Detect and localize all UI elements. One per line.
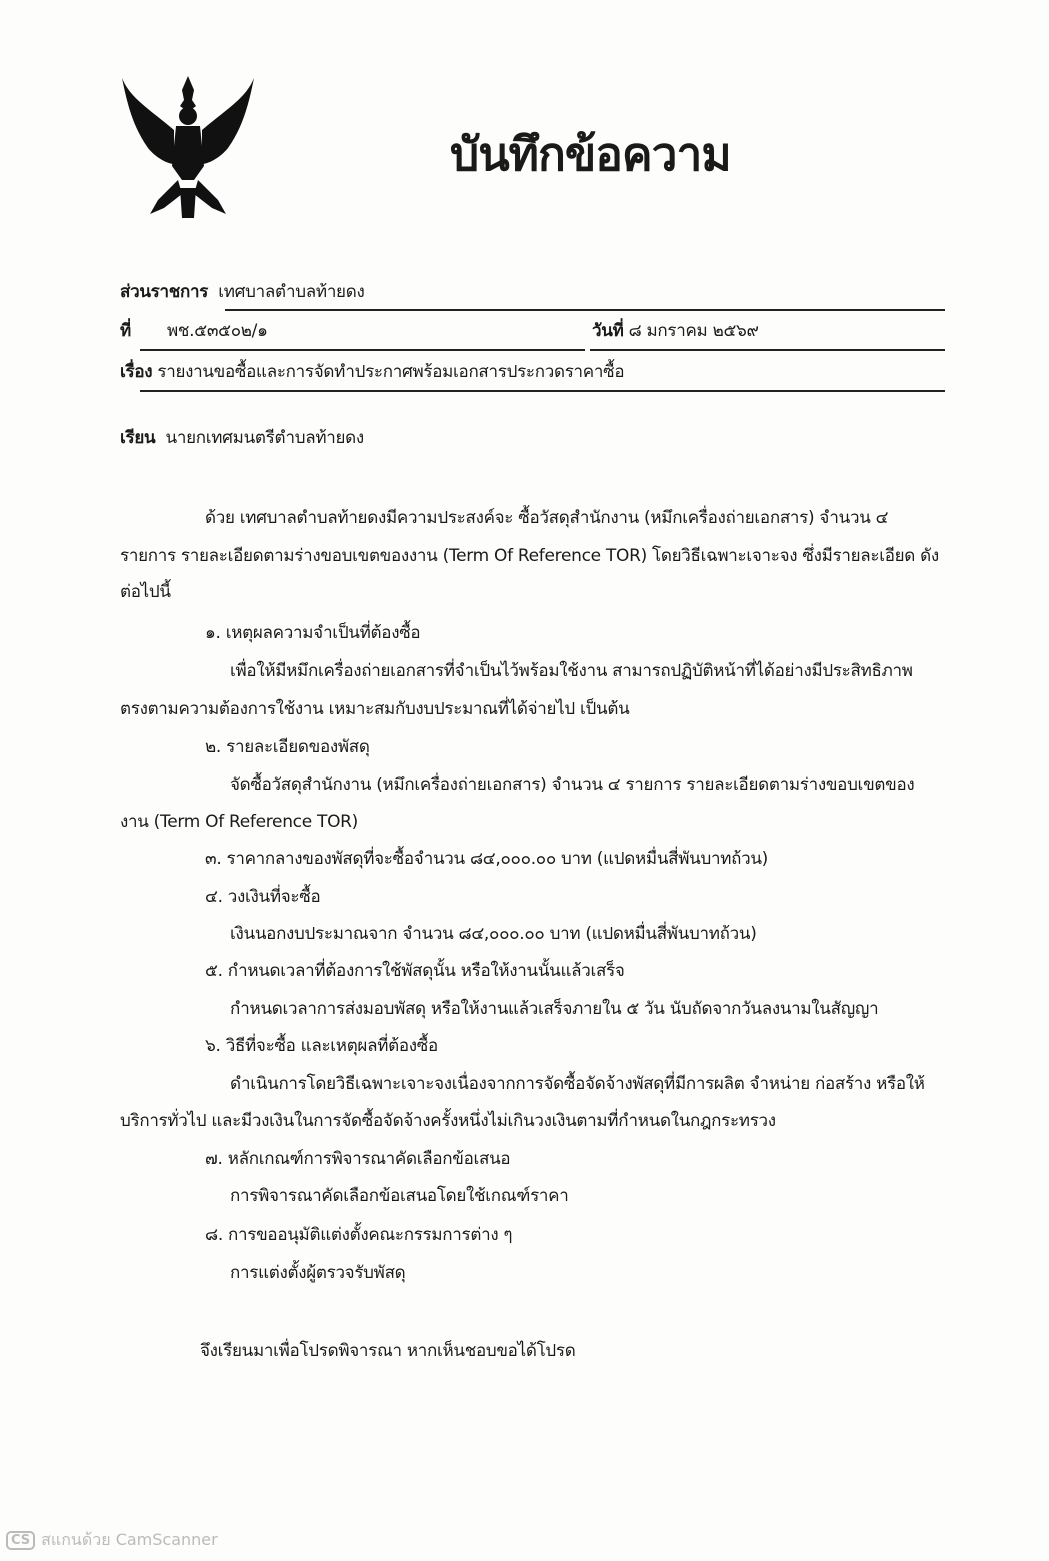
section-heading: ๑. เหตุผลความจำเป็นที่ต้องซื้อ [205, 623, 421, 643]
garuda-emblem [118, 68, 258, 223]
subject-value: รายงานขอซื้อและการจัดทำประกาศพร้อมเอกสารประกวดราคาซื้อ [157, 362, 625, 382]
date-rule [590, 349, 945, 351]
body-line: งาน (Term Of Reference TOR) [120, 812, 359, 832]
body-line: การพิจารณาคัดเลือกข้อเสนอโดยใช้เกณฑ์ราคา [230, 1186, 569, 1206]
body-line: เพื่อให้มีหมึกเครื่องถ่ายเอกสารที่จำเป็นไว้พร้อมใช้งาน สามารถปฏิบัติหน้าที่ได้อย่างมีประสิทธิภาพ [230, 661, 913, 681]
date-value: ๘ มกราคม ๒๕๖๙ [628, 321, 759, 341]
body-line: ต่อไปนี้ [120, 582, 171, 602]
ref-label: ที่ [120, 321, 131, 341]
camscanner-logo-icon: CS [6, 1531, 35, 1550]
agency-rule [225, 309, 945, 311]
body-line: จัดซื้อวัสดุสำนักงาน (หมึกเครื่องถ่ายเอกสาร) จำนวน ๔ รายการ รายละเอียดตามร่างขอบเขตของ [230, 775, 915, 795]
to-label: เรียน [120, 428, 156, 448]
document-title: บันทึกข้อความ [450, 127, 731, 181]
subject-rule [140, 390, 945, 392]
agency-value: เทศบาลตำบลท้ายดง [218, 282, 365, 302]
closing-line: จึงเรียนมาเพื่อโปรดพิจารณา หากเห็นชอบขอได้โปรด [200, 1341, 576, 1361]
watermark-text: สแกนด้วย CamScanner [41, 1530, 218, 1549]
date-label: วันที่ [592, 321, 624, 341]
body-line: บริการทั่วไป และมีวงเงินในการจัดซื้อจัดจ้างครั้งหนึ่งไม่เกินวงเงินตามที่กำหนดในกฎกระทรวง [120, 1111, 776, 1131]
body-line: กำหนดเวลาการส่งมอบพัสดุ หรือให้งานแล้วเสร็จภายใน ๕ วัน นับถัดจากวันลงนามในสัญญา [230, 999, 879, 1019]
to-value: นายกเทศมนตรีตำบลท้ายดง [165, 428, 364, 448]
section-heading: ๓. ราคากลางของพัสดุที่จะซื้อจำนวน ๘๔,๐๐๐.๐๐ บาท (แปดหมื่นสี่พันบาทถ้วน) [205, 849, 768, 869]
body-line: ด้วย เทศบาลตำบลท้ายดงมีความประสงค์จะ ซื้อวัสดุสำนักงาน (หมึกเครื่องถ่ายเอกสาร) จำนวน ๔ [205, 508, 889, 528]
body-line: การแต่งตั้งผู้ตรวจรับพัสดุ [230, 1263, 406, 1283]
camscanner-watermark [6, 1528, 218, 1553]
section-heading: ๔. วงเงินที่จะซื้อ [205, 887, 321, 907]
section-heading: ๖. วิธีที่จะซื้อ และเหตุผลที่ต้องซื้อ [205, 1036, 438, 1056]
section-heading: ๕. กำหนดเวลาที่ต้องการใช้พัสดุนั้น หรือให้งานนั้นแล้วเสร็จ [205, 961, 625, 981]
agency-label: ส่วนราชการ [120, 282, 209, 302]
section-heading: ๘. การขออนุมัติแต่งตั้งคณะกรรมการต่าง ๆ [205, 1225, 513, 1245]
section-heading: ๗. หลักเกณฑ์การพิจารณาคัดเลือกข้อเสนอ [205, 1149, 511, 1169]
ref-value: พช.๕๓๕๐๒/๑ [167, 321, 268, 341]
body-line: ดำเนินการโดยวิธีเฉพาะเจาะจงเนื่องจากการจัดซื้อจัดจ้างพัสดุที่มีการผลิต จำหน่าย ก่อสร้าง หรือให้ [230, 1074, 925, 1094]
subject-label: เรื่อง [120, 362, 153, 382]
section-heading: ๒. รายละเอียดของพัสดุ [205, 737, 370, 757]
ref-rule [140, 349, 585, 351]
body-line: รายการ รายละเอียดตามร่างขอบเขตของงาน (Term Of Reference TOR) โดยวิธีเฉพาะเจาะจง ซึ่งมีรายละเอียด ดัง [120, 546, 939, 566]
body-line: ตรงตามความต้องการใช้งาน เหมาะสมกับงบประมาณที่ได้จ่ายไป เป็นต้น [120, 699, 630, 719]
body-line: เงินนอกงบประมาณจาก จำนวน ๘๔,๐๐๐.๐๐ บาท (แปดหมื่นสี่พันบาทถ้วน) [230, 924, 757, 944]
